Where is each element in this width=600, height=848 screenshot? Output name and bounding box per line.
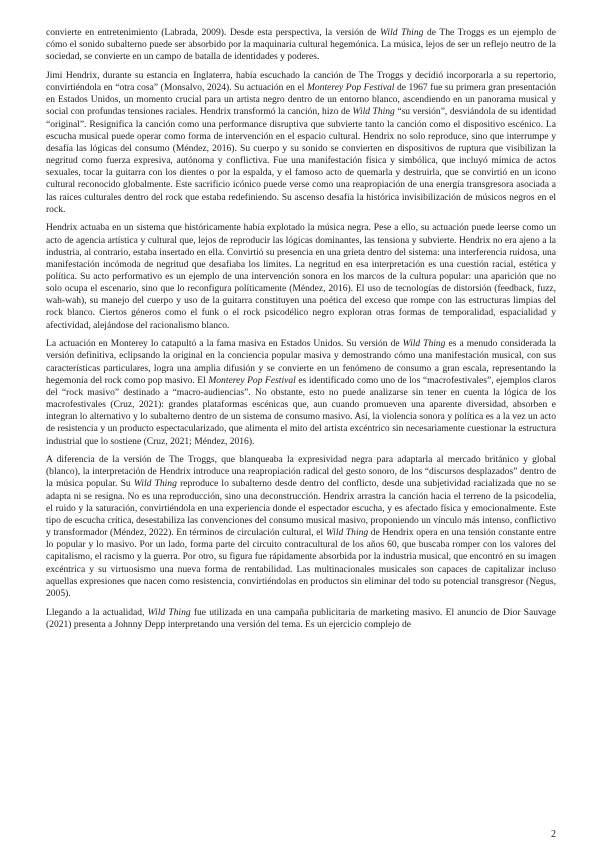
italic-title: Wild Thing — [379, 27, 424, 38]
italic-title: Monterey Pop Festival — [208, 374, 296, 386]
text-run: A diferencia de la versión de The Troggs, que blanqueaba la expresividad negra para adaptarla al mercado británico y global (blanco), la interpretación de Hendrix introduce una reapropiación radical del gesto sonoro, de los “discursos desplazados” dentro de la música popular. Su — [46, 454, 556, 490]
text-run: es a menudo considerada la versión definitiva, eclipsando la original en la conciencia popular masiva y demostrando cómo una manifestación musical, con sus características particulares, logra una amplia difusión y se convierte en un fenómeno de consumo a gran escala, representando la hegemonía del rock como pop masivo. El — [46, 338, 556, 386]
paragraph — [46, 454, 556, 600]
italic-title: Wild Thing — [147, 606, 191, 618]
text-run: de The Troggs es un ejemplo de cómo el sonido subalterno puede ser absorbido por la maquinaria cultural hegemónica. La música, lejos de ser un reflejo neutro de la sociedad, se convierte en un campo de batalla de identidades y poderes. — [46, 27, 556, 63]
paragraph — [46, 222, 556, 331]
paragraph — [46, 607, 556, 631]
paragraph — [46, 27, 556, 63]
text-run: Jimi Hendrix, durante su estancia en Inglaterra, había escuchado la canción de The Troggs y decidió incorporarla a su repertorio, convirtiéndola en “otra cosa” (Monsalvo, 2024). Su actuación en el — [46, 69, 556, 94]
paragraph — [46, 70, 556, 216]
text-run: es identificado como uno de los “macrofestivales”, ejemplos claros del “rock masivo” destinado a “macro-audiencias”. No obstante, esto no puede analizarse sin tener en cuenta la lógica de los macrofestivales (Cruz, 2021): grandes plataformas escénicas que, aun cuando promueven una aparente diversidad, absorben e integran lo alternativo y lo subalterno dentro de un sistema de consumo masivo. Así, la violencia sonora y política es a la vez un acto de resistencia y un producto espectacularizado, que alimenta el mito del artista excéntrico sin necesariamente cuestionar la estructura industrial que lo sostiene (Cruz, 2021; Méndez, 2016). — [46, 374, 556, 447]
text-run: Hendrix actuaba en un sistema que históricamente había explotado la música negra. Pese a ello, su actuación puede leerse como un acto de agencia artística y cultural que, lejos de reproducir las lógicas dominantes, las tensiona y subvierte. Hendrix no era ajeno a la industria, al contrario, estaba insertado en ella. Convirtió su presencia en una grieta dentro del sistema: una interferencia ruidosa, una manifestación incómoda de negritud que desafiaba los límites. La negritud en esa interpretación es una cuestión racial, estética y política. Su acto performativo es un ejemplo de una intervención sonora en los marcos de la cultura popular: una aparición que no solo ocupa el escenario, sino que lo reconfigura políticamente (Méndez, 2016). El uso de tecnologías de distorsión (feedback, fuzz, wah-wah), su manejo del cuerpo y uso de la guitarra constituyen una poética del exceso que rompe con las estructuras limpias del rock blanco. Ciertos géneros como el funk o el rock psicodélico negro exploran otras formas de temporalidad, espacialidad y afectividad, alejándose del racionalismo blanco. — [46, 222, 556, 331]
text-run: convierte en entretenimiento (Labrada, 2009). Desde esta perspectiva, la versión de — [46, 27, 380, 38]
text-run: fue utilizada en una campaña publicitaria de marketing masivo. El anuncio de Dior Sauvage (2021) presenta a Johnny Depp interpretando una versión del tema. Es un ejercicio complejo de — [46, 606, 556, 630]
italic-title: Wild Thing — [352, 106, 395, 118]
text-run: de 1967 fue su primera gran presentación en Estados Unidos, un momento crucial para un artista negro dentro de un entorno blanco, ascendiendo en un panorama musical y social con profundas tensiones raciales. Hendrix transformó la canción, hizo de — [46, 82, 556, 118]
text-run: de Hendrix opera en una tensión constante entre lo popular y lo masivo. Por un lado, forma parte del circuito contracultural de los años 60, que buscaba romper con los valores del capitalismo, el racismo y la guerra. Por otro, su figura fue rápidamente absorbida por la industria musical, que encontró en su imagen excéntrica y su virtuosismo una nueva forma de rentabilidad. Las multinacionales musicales son capaces de capitalizar incluso aquellas expresiones que nacen como resistencia, convirtiéndolas en productos sin eliminar del todo su potencial transgresor (Negus, 2005). — [46, 527, 556, 599]
italic-title: Wild Thing — [325, 527, 369, 539]
italic-title: Wild Thing — [133, 478, 177, 490]
paragraph — [46, 338, 556, 447]
text-run: Llegando a la actualidad, — [46, 606, 148, 618]
text-run: “su versión”, desviándola de su identidad “original”. Resignifica la canción como una performance disruptiva que subvierte tanto la canción como el dispositivo escénico. La escucha musical puede operar como forma de intervención en el espacio cultural. Hendrix no solo reproduce, sino que interrumpe y desafía las lógicas del consumo (Méndez, 2016). Su cuerpo y su sonido se convierten en dispositivos de ruptura que visibilizan la negritud como fuerza expresiva, autónoma y conflictiva. Fue una manifestación física y simbólica, que incluyó mímica de actos sexuales, tocar la guitarra con los dientes o por la espalda, y el famoso acto de quemarla y destruirla, que se convirtió en un icono cultural reconocido globalmente. Este sacrificio icónico puede verse como una reapropiación de una energía transgresora asociada a las raíces culturales dentro del rock que estaba redefiniendo. Su ascenso desafía la histórica invisibilización de músicos negros en el rock. — [46, 106, 556, 215]
document-body — [46, 27, 556, 637]
text-run: La actuación en Monterey lo catapultó a la fama masiva en Estados Unidos. Su versión de — [46, 338, 403, 350]
italic-title: Monterey Pop Festival — [306, 82, 395, 94]
text-run: reproduce lo subalterno desde dentro del conflicto, desde una subjetividad racializada que no se adapta ni se resigna. No es una reproducción, sino una deconstrucción. Hendrix arrastra la canción hacia el terreno de la psicodelia, el ruido y la saturación, convirtiéndola en una experiencia donde el espectador escucha, y es afectado física y emocionalmente. Este tipo de escucha crítica, desestabiliza las convenciones del consumo musical masivo, proponiendo un vínculo más intenso, conflictivo y transformador (Méndez, 2022). En términos de circulación cultural, el — [46, 478, 556, 539]
italic-title: Wild Thing — [402, 338, 446, 350]
page-number: 2 — [551, 829, 556, 840]
